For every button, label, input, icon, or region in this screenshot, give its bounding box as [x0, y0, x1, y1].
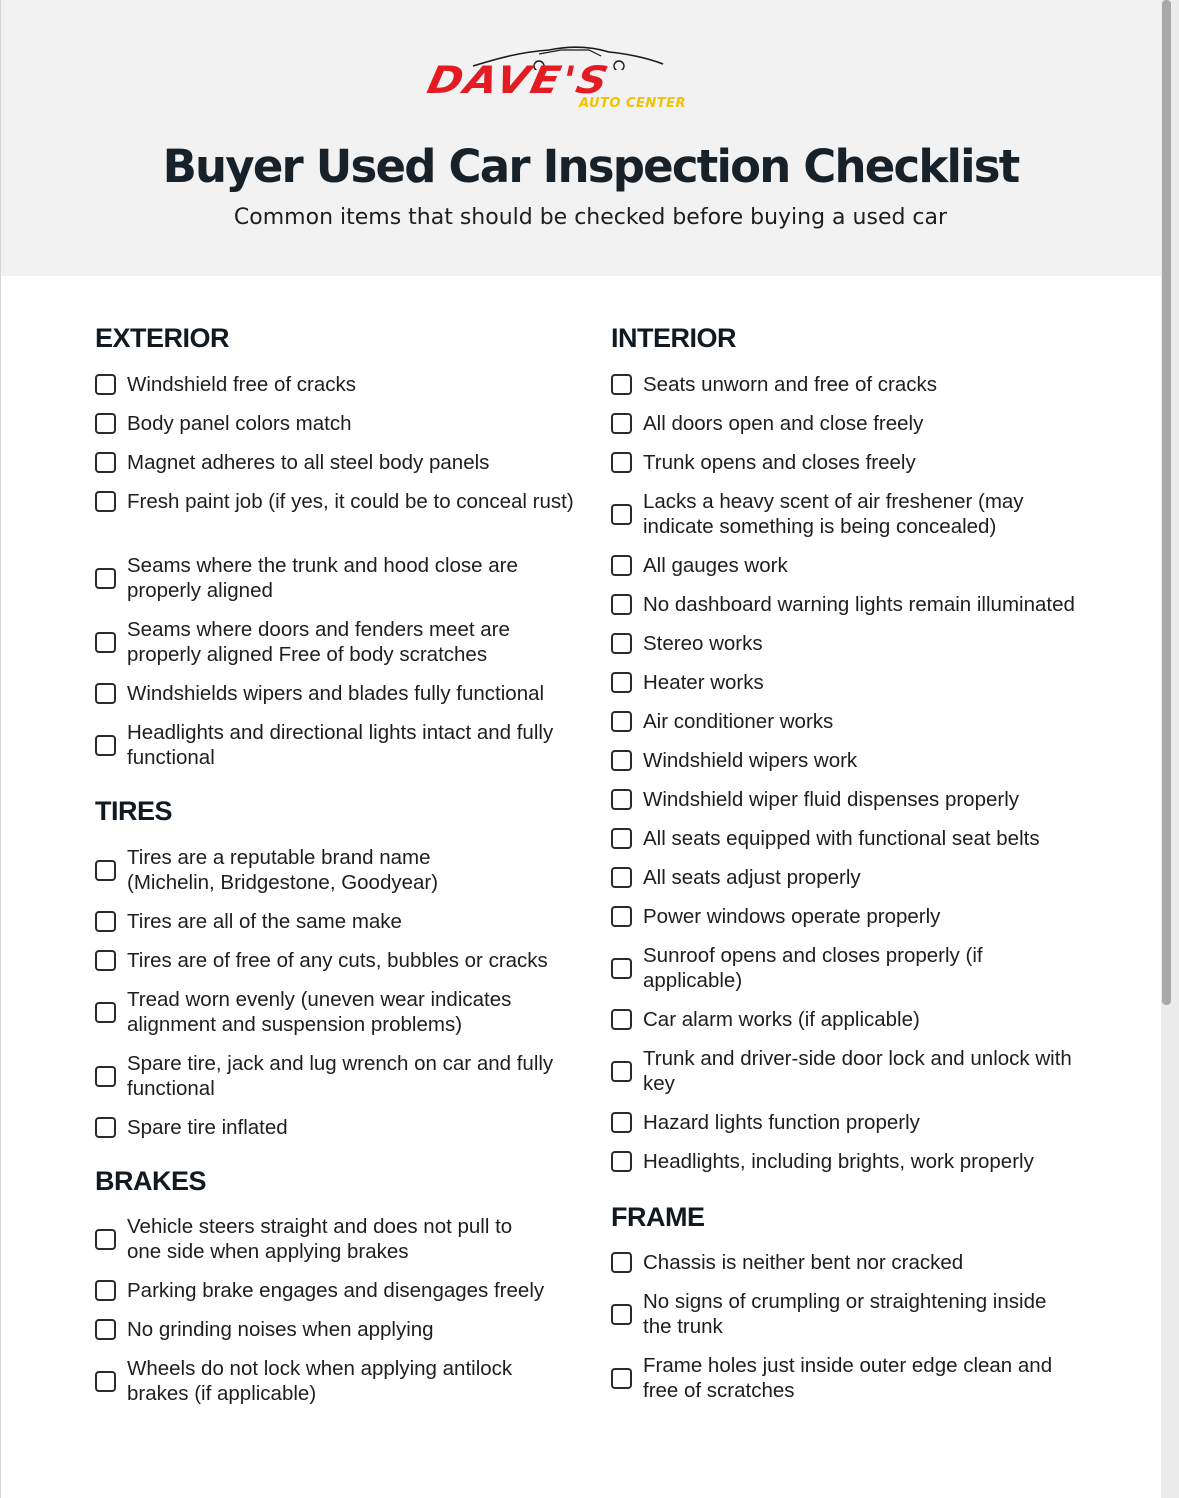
checkbox[interactable] — [611, 867, 632, 888]
checklist-item[interactable] — [611, 709, 1101, 734]
section-title-interior: INTERIOR — [611, 323, 737, 353]
checklist-item[interactable] — [95, 681, 582, 706]
checklist-item[interactable] — [95, 489, 582, 514]
checklist-item[interactable] — [611, 1110, 1101, 1135]
checklist-item[interactable] — [611, 592, 1101, 617]
checkbox[interactable] — [95, 950, 116, 971]
checkbox[interactable] — [611, 555, 632, 576]
checkbox[interactable] — [611, 633, 632, 654]
checkbox[interactable] — [95, 860, 116, 881]
checkbox[interactable] — [95, 491, 116, 512]
checkbox[interactable] — [95, 735, 116, 756]
checklist-item[interactable] — [611, 1353, 1068, 1403]
checkbox[interactable] — [95, 1229, 116, 1250]
checklist-item[interactable] — [95, 450, 582, 475]
item-label: All seats equipped with functional seat belts — [643, 827, 1040, 850]
checklist-item[interactable] — [95, 1214, 542, 1264]
item-label: Chassis is neither bent nor cracked — [643, 1251, 964, 1274]
checklist-item[interactable] — [611, 865, 1101, 890]
checklist-item[interactable] — [95, 372, 582, 397]
checkbox[interactable] — [95, 1066, 116, 1087]
item-label: Seams where doors and fenders meet are properly aligned Free of body scratches — [127, 618, 510, 666]
item-label: All gauges work — [643, 554, 788, 577]
item-label: Sunroof opens and closes properly (if applicable) — [643, 944, 983, 992]
item-label: Frame holes just inside outer edge clean and free of scratches — [643, 1354, 1053, 1402]
checkbox[interactable] — [95, 568, 116, 589]
checkbox[interactable] — [95, 413, 116, 434]
checklist-item[interactable] — [95, 1115, 582, 1140]
checklist-item[interactable] — [611, 670, 1101, 695]
checkbox[interactable] — [95, 374, 116, 395]
checklist-item[interactable] — [611, 1046, 1101, 1096]
item-label: Air conditioner works — [643, 710, 834, 733]
checkbox[interactable] — [611, 1112, 632, 1133]
checkbox[interactable] — [611, 374, 632, 395]
scrollbar-thumb[interactable] — [1162, 0, 1171, 1005]
checklist-item[interactable] — [95, 948, 582, 973]
checklist-item[interactable] — [611, 631, 1101, 656]
item-label: Headlights and directional lights intact and fully functional — [127, 721, 554, 769]
checkbox[interactable] — [611, 1368, 632, 1389]
item-label: Spare tire inflated — [127, 1116, 288, 1139]
item-label: Heater works — [643, 671, 764, 694]
checkbox[interactable] — [95, 1117, 116, 1138]
item-label: Headlights, including brights, work properly — [643, 1150, 1034, 1173]
item-label: Trunk and driver-side door lock and unlock with key — [643, 1047, 1072, 1095]
item-label: Fresh paint job (if yes, it could be to conceal rust) — [127, 490, 574, 513]
checklist-item[interactable] — [611, 553, 1101, 578]
item-label: Windshields wipers and blades fully functional — [127, 682, 545, 705]
item-label: All doors open and close freely — [643, 412, 924, 435]
item-label: Magnet adheres to all steel body panels — [127, 451, 490, 474]
section-title-tires: TIRES — [95, 796, 173, 826]
checklist-item[interactable] — [611, 826, 1101, 851]
item-label: Tires are of free of any cuts, bubbles or cracks — [127, 949, 548, 972]
item-label: Tires are all of the same make — [127, 910, 402, 933]
checklist-item[interactable] — [95, 617, 582, 667]
page-title: Buyer Used Car Inspection Checklist — [162, 140, 1019, 193]
item-label: Lacks a heavy scent of air freshener (may indicate something is being concealed) — [643, 490, 1024, 538]
checkbox[interactable] — [611, 828, 632, 849]
checklist-item[interactable] — [95, 1051, 582, 1101]
checkbox[interactable] — [611, 594, 632, 615]
item-label: All seats adjust properly — [643, 866, 861, 889]
item-label: Power windows operate properly — [643, 905, 941, 928]
checklist-item[interactable] — [95, 720, 582, 770]
item-label: Spare tire, jack and lug wrench on car and fully functional — [127, 1052, 554, 1100]
checkbox[interactable] — [611, 711, 632, 732]
checkbox[interactable] — [95, 911, 116, 932]
logo-tagline-text: AUTO CENTER — [579, 96, 687, 111]
item-label: No signs of crumpling or straightening inside the trunk — [643, 1290, 1047, 1338]
checkbox[interactable] — [95, 1319, 116, 1340]
item-label: No dashboard warning lights remain illuminated — [643, 593, 1075, 616]
checklist-item[interactable] — [95, 411, 582, 436]
checklist-item[interactable] — [611, 1149, 1101, 1174]
item-label: Windshield wiper fluid dispenses properly — [643, 788, 1020, 811]
item-label: Seats unworn and free of cracks — [643, 373, 937, 396]
checklist-item[interactable] — [611, 787, 1101, 812]
section-title-frame: FRAME — [611, 1202, 705, 1232]
checklist-item[interactable] — [611, 489, 1063, 539]
item-label: Body panel colors match — [127, 412, 352, 435]
checkbox[interactable] — [611, 504, 632, 525]
checklist-item[interactable] — [611, 1289, 1068, 1339]
checklist-item[interactable] — [95, 1278, 582, 1303]
checklist-item[interactable] — [95, 553, 582, 603]
checkbox[interactable] — [95, 683, 116, 704]
checklist-item[interactable] — [611, 450, 1101, 475]
item-label: Windshield wipers work — [643, 749, 858, 772]
checklist-item[interactable] — [611, 1250, 1101, 1275]
checkbox[interactable] — [95, 1371, 116, 1392]
item-label: Wheels do not lock when applying antilock brakes (if applicable) — [127, 1357, 513, 1405]
checkbox[interactable] — [611, 672, 632, 693]
checklist-item[interactable] — [611, 372, 1101, 397]
item-label: Parking brake engages and disengages freely — [127, 1279, 545, 1302]
checklist-item[interactable] — [611, 904, 1101, 929]
checkbox[interactable] — [611, 1252, 632, 1273]
checkbox[interactable] — [611, 906, 632, 927]
checkbox[interactable] — [611, 958, 632, 979]
checkbox[interactable] — [611, 750, 632, 771]
item-label: Hazard lights function properly — [643, 1111, 920, 1134]
checklist-item[interactable] — [95, 1317, 582, 1342]
section-title-exterior: EXTERIOR — [95, 323, 230, 353]
item-label: Tread worn evenly (uneven wear indicates alignment and suspension problems) — [127, 988, 512, 1036]
checkbox[interactable] — [95, 452, 116, 473]
checklist-item[interactable] — [611, 943, 1013, 993]
checkbox[interactable] — [611, 1061, 632, 1082]
section-title-brakes: BRAKES — [95, 1166, 207, 1196]
checkbox[interactable] — [95, 632, 116, 653]
daves-auto-center-logo — [423, 44, 733, 114]
checklist-item[interactable] — [95, 987, 537, 1037]
checkbox[interactable] — [611, 1151, 632, 1172]
item-label: Windshield free of cracks — [127, 373, 357, 396]
item-label: Seams where the trunk and hood close are properly aligned — [127, 554, 518, 602]
item-label: Trunk opens and closes freely — [643, 451, 916, 474]
item-label: No grinding noises when applying — [127, 1318, 434, 1341]
item-label: Stereo works — [643, 632, 763, 655]
checklist-item[interactable] — [95, 909, 582, 934]
checkbox[interactable] — [95, 1002, 116, 1023]
header-banner — [1, 0, 1161, 276]
checkbox[interactable] — [611, 452, 632, 473]
checklist-item[interactable] — [95, 845, 467, 895]
item-label: Tires are a reputable brand name (Michelin, Bridgestone, Goodyear) — [127, 846, 439, 894]
checklist-item[interactable] — [611, 411, 1101, 436]
logo-brand-text: DAVE'S — [423, 58, 614, 103]
checklist-item[interactable] — [611, 748, 1101, 773]
checklist-item[interactable] — [611, 1007, 1101, 1032]
checkbox[interactable] — [611, 413, 632, 434]
checkbox[interactable] — [611, 1009, 632, 1030]
item-label: Vehicle steers straight and does not pull to one side when applying brakes — [127, 1215, 513, 1263]
checklist-item[interactable] — [95, 1356, 542, 1406]
checkbox[interactable] — [611, 1304, 632, 1325]
checkbox[interactable] — [611, 789, 632, 810]
checkbox[interactable] — [95, 1280, 116, 1301]
page-subtitle: Common items that should be checked before buying a used car — [233, 205, 948, 230]
item-label: Car alarm works (if applicable) — [643, 1008, 920, 1031]
